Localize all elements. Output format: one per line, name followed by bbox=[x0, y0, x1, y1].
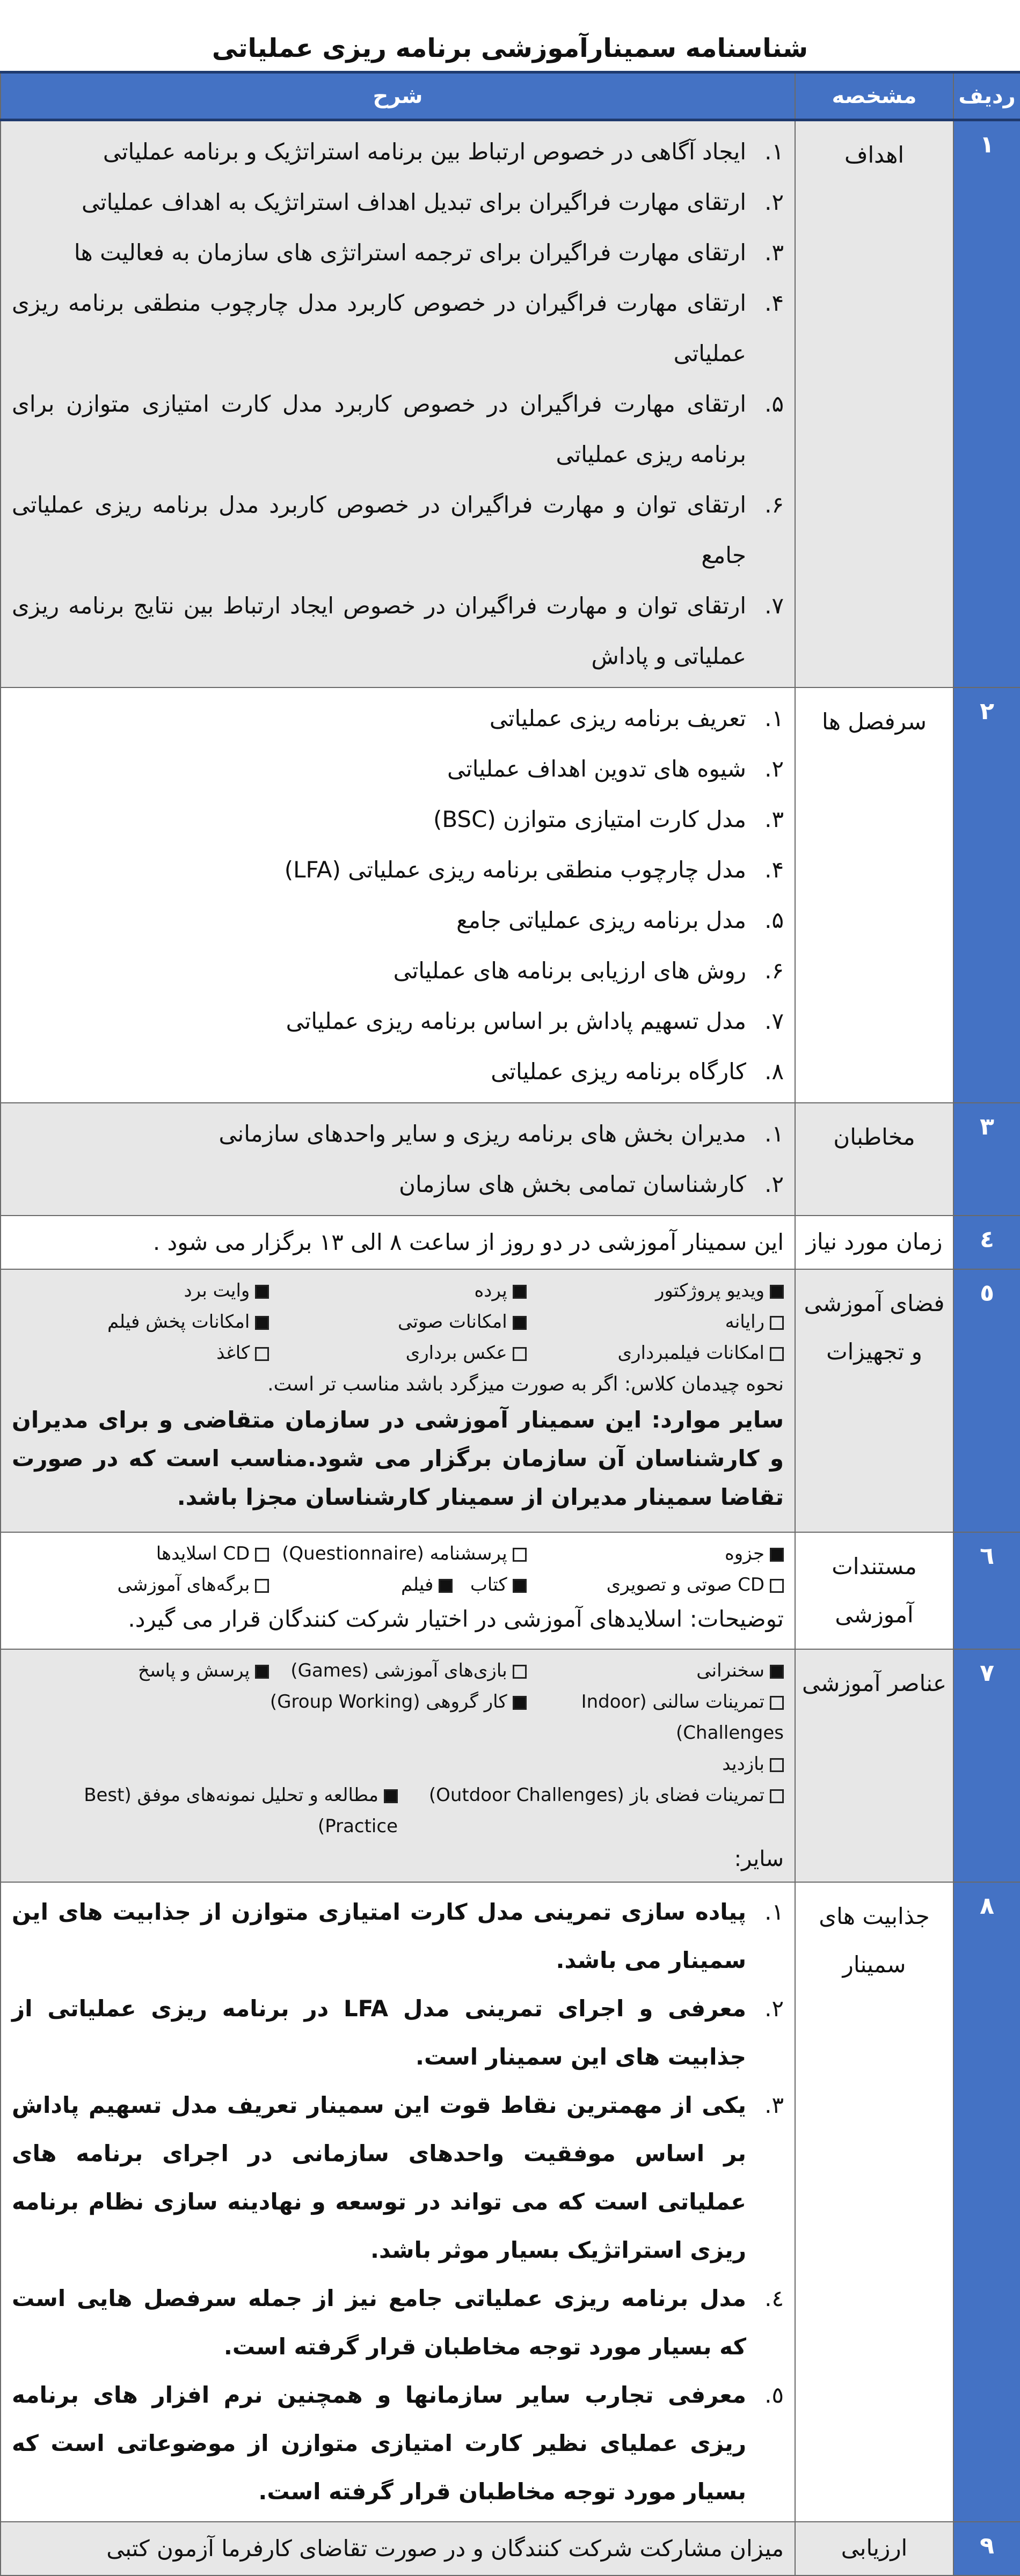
checkbox-item: بازدید bbox=[527, 1748, 784, 1780]
checkbox-item: امکانات فیلمبرداری bbox=[527, 1337, 784, 1368]
row-number: ۱ bbox=[953, 120, 1020, 688]
checkbox[interactable] bbox=[255, 1579, 269, 1593]
table-row bbox=[1, 1882, 1020, 2522]
header-spec: مشخصه bbox=[795, 72, 953, 120]
row-label: اهداف bbox=[795, 120, 953, 688]
documents-note: توضیحات: اسلایدهای آموزشی در اختیار شرکت کنندگان قرار می گیرد. bbox=[128, 1606, 784, 1632]
other-label: سایر: bbox=[734, 1847, 784, 1871]
list-item: ٥. معرفی تجارب سایر سازمانها و همچنین نرم افزار های برنامه ریزی عملیای نظیر کارت امتیازی متوازن از موضوعاتی است که بسیار مورد توجه مخاطبان قرار گرفته است. bbox=[12, 2382, 784, 2505]
header-description: شرح bbox=[1, 72, 795, 120]
checkbox-item bbox=[12, 1748, 269, 1780]
checkbox[interactable] bbox=[439, 1579, 453, 1593]
list-item: ٤. مدل برنامه ریزی عملیاتی جامع نیز از جمله سرفصل هایی است که بسیار مورد توجه مخاطبان قرار گرفته است. bbox=[12, 2285, 784, 2360]
list-item: ۵. ارتقای مهارت فراگیران در خصوص کاربرد مدل کارت امتیازی متوازن برای برنامه ریزی عملیاتی bbox=[12, 391, 784, 467]
checkbox-item: CD صوتی و تصویری bbox=[527, 1569, 784, 1600]
list-item: ۳. ارتقای مهارت فراگیران برای ترجمه استراتژی های سازمان به فعالیت ها bbox=[74, 239, 784, 266]
row-label: مخاطبان bbox=[795, 1103, 953, 1216]
list-item: ۲. کارشناسان تمامی بخش های سازمان bbox=[399, 1171, 784, 1197]
row-label: ارزیابی bbox=[795, 2522, 953, 2575]
attractions-list bbox=[12, 1888, 784, 2516]
checkbox-item: امکانات پخش فیلم bbox=[12, 1306, 269, 1337]
list-item: ۳. مدل کارت امتیازی متوازن (BSC) bbox=[433, 806, 784, 832]
table-row bbox=[1, 1216, 1020, 1269]
header-row-number: ردیف bbox=[953, 72, 1020, 120]
checkbox-item: برگه‌های آموزشی bbox=[12, 1569, 269, 1600]
list-item: ۱. مدیران بخش های برنامه ریزی و سایر واحدهای سازمانی bbox=[218, 1121, 784, 1147]
table-row bbox=[1, 2522, 1020, 2575]
row-number: ۷ bbox=[953, 1649, 1020, 1882]
row-label: فضای آموزشی و تجهیزات bbox=[795, 1269, 953, 1532]
table-row bbox=[1, 1269, 1020, 1532]
row-description bbox=[1, 120, 795, 688]
row-label: جذابیت های سمینار bbox=[795, 1882, 953, 2522]
row-label: مستندات آموزشی bbox=[795, 1532, 953, 1649]
checkbox[interactable] bbox=[770, 1316, 784, 1330]
seminar-table bbox=[0, 71, 1020, 2576]
evaluation-text: میزان مشارکت شرکت کنندگان و در صورت تقاضای کارفرما آزمون کتبی bbox=[106, 2535, 784, 2562]
row-label: عناصر آموزشی bbox=[795, 1649, 953, 1882]
checkbox-item: مطالعه و تحلیل نمونه‌های موفق (Best Practice) bbox=[84, 1784, 398, 1837]
list-item: ۱. پیاده سازی تمرینی مدل کارت امتیازی متوازن از جذابیت های این سمینار می باشد. bbox=[12, 1899, 784, 1973]
list-item: ۶. روش های ارزیابی برنامه های عملیاتی bbox=[393, 957, 784, 984]
table-row bbox=[1, 120, 1020, 688]
checkbox-item: تمرینات سالنی (Indoor Challenges) bbox=[581, 1691, 784, 1744]
table-row bbox=[1, 1103, 1020, 1216]
checkbox[interactable] bbox=[255, 1316, 269, 1330]
duration-text: این سمینار آموزشی در دو روز از ساعت ۸ الی ۱۳ برگزار می شود . bbox=[152, 1229, 784, 1255]
checkbox-item: پرسش و پاسخ bbox=[12, 1655, 269, 1686]
row-description bbox=[1, 687, 795, 1103]
elements-checklist-extra bbox=[12, 1780, 784, 1842]
topics-list bbox=[12, 693, 784, 1097]
checkbox-item bbox=[12, 1686, 269, 1748]
list-item: ۲. ارتقای مهارت فراگیران برای تبدیل اهداف استراتژیک به اهداف عملیاتی bbox=[81, 189, 784, 215]
checkbox[interactable] bbox=[770, 1789, 784, 1803]
row-number: ۸ bbox=[953, 1882, 1020, 2522]
row-description bbox=[1, 1532, 795, 1649]
list-item: ۵. مدل برنامه ریزی عملیاتی جامع bbox=[456, 907, 784, 933]
table-header-row bbox=[1, 72, 1020, 120]
equipment-checklist bbox=[12, 1275, 784, 1368]
elements-checklist bbox=[12, 1655, 784, 1780]
checkbox[interactable] bbox=[255, 1285, 269, 1299]
list-item: ۶. ارتقای توان و مهارت فراگیران در خصوص کاربرد مدل برنامه ریزی عملیاتی جامع bbox=[12, 492, 784, 568]
checkbox[interactable] bbox=[255, 1665, 269, 1679]
row-label: سرفصل ها bbox=[795, 687, 953, 1103]
checkbox[interactable] bbox=[513, 1548, 527, 1562]
row-number: ۲ bbox=[953, 687, 1020, 1103]
row-description bbox=[1, 2522, 795, 2575]
checkbox-item: جزوه bbox=[527, 1538, 784, 1569]
checkbox[interactable] bbox=[384, 1789, 398, 1803]
checkbox-item: رایانه bbox=[527, 1306, 784, 1337]
row-description bbox=[1, 1882, 795, 2522]
checkbox[interactable] bbox=[513, 1665, 527, 1679]
checkbox[interactable] bbox=[513, 1285, 527, 1299]
checkbox[interactable] bbox=[770, 1758, 784, 1772]
checkbox-item: وایت برد bbox=[12, 1275, 269, 1306]
list-item: ۲. معرفی و اجرای تمرینی مدل LFA در برنامه ریزی عملیاتی از جذابیت های این سمینار است. bbox=[12, 1995, 784, 2070]
checkbox[interactable] bbox=[255, 1347, 269, 1361]
checkbox-item bbox=[269, 1748, 526, 1780]
row-number: ٥ bbox=[953, 1269, 1020, 1532]
list-item: ۷. ارتقای توان و مهارت فراگیران در خصوص ایجاد ارتباط بین نتایج برنامه ریزی عملیاتی و پاداش bbox=[12, 592, 784, 669]
checkbox-item: کار گروهی (Group Working) bbox=[269, 1686, 526, 1748]
list-item: ۴. ارتقای مهارت فراگیران در خصوص کاربرد مدل چارچوب منطقی برنامه ریزی عملیاتی bbox=[12, 290, 784, 367]
checkbox[interactable] bbox=[513, 1316, 527, 1330]
list-item: ۷. مدل تسهیم پاداش بر اساس برنامه ریزی عملیاتی bbox=[286, 1008, 784, 1034]
checkbox-item: پرده bbox=[269, 1275, 526, 1306]
checkbox-item: سخنرانی bbox=[527, 1655, 784, 1686]
row-number: ۹ bbox=[953, 2522, 1020, 2575]
list-item: ۱. تعریف برنامه ریزی عملیاتی bbox=[489, 705, 784, 731]
row-description bbox=[1, 1269, 795, 1532]
checkbox-item: بازی‌های آموزشی (Games) bbox=[269, 1655, 526, 1686]
table-row bbox=[1, 687, 1020, 1103]
checkbox-item: CD اسلایدها bbox=[12, 1538, 269, 1569]
list-item: ۲. شیوه های تدوین اهداف عملیاتی bbox=[447, 756, 784, 782]
table-row bbox=[1, 1649, 1020, 1882]
row-label: زمان مورد نیاز bbox=[795, 1216, 953, 1269]
checkbox[interactable] bbox=[513, 1696, 527, 1710]
row-description bbox=[1, 1103, 795, 1216]
goals-list bbox=[12, 127, 784, 682]
checkbox-item: کتاب فیلم bbox=[269, 1569, 526, 1600]
checkbox-item: پرسشنامه (Questionnaire) bbox=[269, 1538, 526, 1569]
row-description bbox=[1, 1649, 795, 1882]
checkbox-item: کاغذ bbox=[12, 1337, 269, 1368]
layout-note: نحوه چیدمان کلاس: اگر به صورت میزگرد باشد مناسب تر است. bbox=[267, 1373, 784, 1395]
checkbox-item: ویدیو پروژکتور bbox=[527, 1275, 784, 1306]
list-item: ۴. مدل چارچوب منطقی برنامه ریزی عملیاتی (LFA) bbox=[284, 857, 784, 883]
checkbox[interactable] bbox=[770, 1579, 784, 1593]
row-number: ٦ bbox=[953, 1532, 1020, 1649]
documents-checklist bbox=[12, 1538, 784, 1600]
row-number: ٤ bbox=[953, 1216, 1020, 1269]
row-description bbox=[1, 1216, 795, 1269]
list-item: ۳. یکی از مهمترین نقاط قوت این سمینار تعریف مدل تسهیم پاداش بر اساس موفقیت واحدهای سازمانی در اجرای برنامه های عملیاتی است که می تواند در توسعه و نهادینه سازی نظام برنامه ریزی استراتژیک بسیار موثر باشد. bbox=[12, 2092, 784, 2263]
checkbox[interactable] bbox=[770, 1347, 784, 1361]
page-title: شناسنامه سمینارآموزشی برنامه ریزی عملیاتی bbox=[212, 33, 808, 63]
checkbox-item: امکانات صوتی bbox=[269, 1306, 526, 1337]
list-item: ۸. کارگاه برنامه ریزی عملیاتی bbox=[491, 1058, 784, 1085]
checkbox[interactable] bbox=[770, 1665, 784, 1679]
checkbox[interactable] bbox=[513, 1347, 527, 1361]
row-number: ۳ bbox=[953, 1103, 1020, 1216]
checkbox[interactable] bbox=[513, 1579, 527, 1593]
checkbox[interactable] bbox=[255, 1548, 269, 1562]
checkbox-item: عکس برداری bbox=[269, 1337, 526, 1368]
checkbox[interactable] bbox=[770, 1696, 784, 1710]
checkbox[interactable] bbox=[770, 1285, 784, 1299]
checkbox[interactable] bbox=[770, 1548, 784, 1562]
other-notes: سایر موارد: این سمینار آموزشی در سازمان متقاضی و برای مدیران و کارشناسان آن سازمان برگزار می شود.مناسب است که در صورت تقاضا سمینار مدیران از سمینار کارشناسان مجزا باشد. bbox=[12, 1407, 784, 1510]
table-row bbox=[1, 1532, 1020, 1649]
list-item: ۱. ایجاد آگاهی در خصوص ارتباط بین برنامه استراتژیک و برنامه عملیاتی bbox=[103, 138, 784, 165]
audience-list bbox=[12, 1109, 784, 1210]
checkbox-item: تمرینات فضای باز (Outdoor Challenges) bbox=[398, 1780, 784, 1842]
